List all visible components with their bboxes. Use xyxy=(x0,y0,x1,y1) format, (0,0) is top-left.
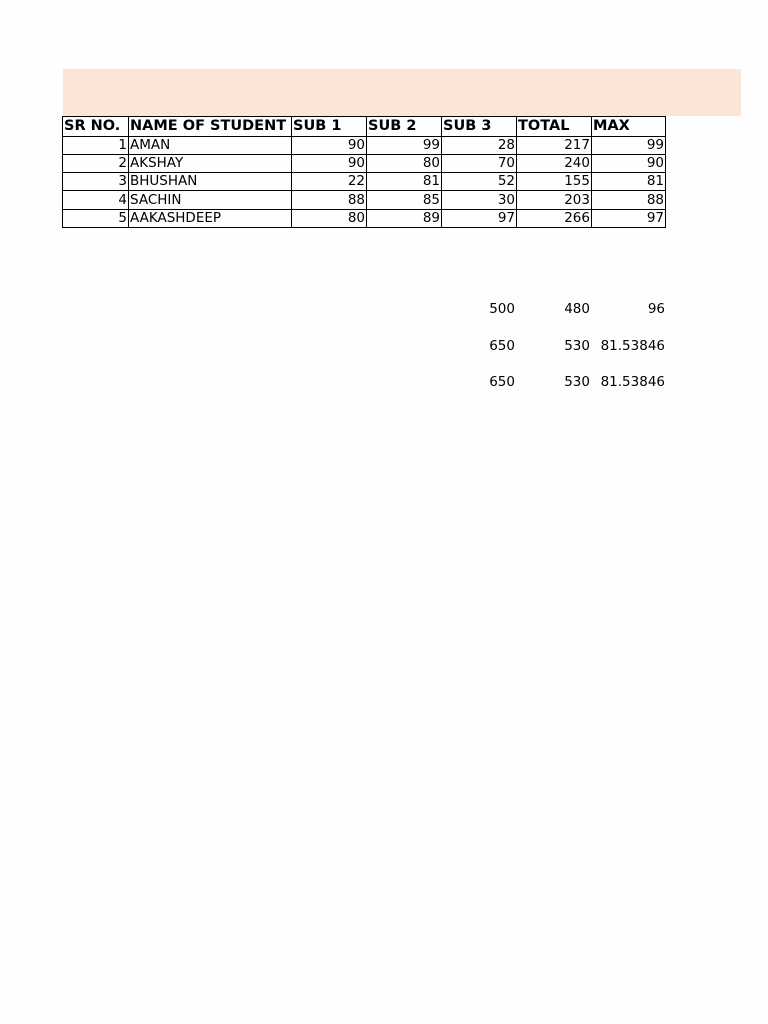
cell-sub-2[interactable]: 81 xyxy=(367,173,442,191)
cell-max[interactable]: 81 xyxy=(592,173,666,191)
header-sub-1[interactable]: SUB 1 xyxy=(292,117,367,137)
table-row xyxy=(63,209,666,227)
cell-sub-2[interactable]: 89 xyxy=(367,209,442,227)
cell-total[interactable]: 155 xyxy=(517,173,592,191)
cell-sr-no[interactable]: 5 xyxy=(63,209,129,227)
cell-sub-1[interactable]: 22 xyxy=(292,173,367,191)
cell-sub-3[interactable]: 97 xyxy=(442,209,517,227)
table-row xyxy=(63,136,666,154)
summary-cell-obtained[interactable]: 480 xyxy=(564,301,590,317)
header-banner xyxy=(63,69,741,116)
cell-sub-3[interactable]: 30 xyxy=(442,191,517,209)
cell-sub-1[interactable]: 90 xyxy=(292,154,367,172)
cell-sr-no[interactable]: 4 xyxy=(63,191,129,209)
cell-sub-2[interactable]: 85 xyxy=(367,191,442,209)
cell-sub-1[interactable]: 88 xyxy=(292,191,367,209)
table-row xyxy=(63,191,666,209)
cell-sub-2[interactable]: 99 xyxy=(367,136,442,154)
summary-cell-max-marks[interactable]: 650 xyxy=(489,374,515,390)
cell-sub-1[interactable]: 90 xyxy=(292,136,367,154)
cell-total[interactable]: 240 xyxy=(517,154,592,172)
header-max[interactable]: MAX xyxy=(592,117,666,137)
summary-row xyxy=(442,300,667,337)
summary-cell-obtained[interactable]: 530 xyxy=(564,337,590,354)
cell-sub-3[interactable]: 70 xyxy=(442,154,517,172)
cell-max[interactable]: 88 xyxy=(592,191,666,209)
summary-row xyxy=(442,337,667,374)
cell-sub-3[interactable]: 52 xyxy=(442,173,517,191)
cell-sub-2[interactable]: 80 xyxy=(367,154,442,172)
header-name-of-student[interactable]: NAME OF STUDENT xyxy=(129,117,292,137)
cell-max[interactable]: 97 xyxy=(592,209,666,227)
cell-sub-3[interactable]: 28 xyxy=(442,136,517,154)
student-marks-table xyxy=(62,116,666,228)
header-sub-3[interactable]: SUB 3 xyxy=(442,117,517,137)
summary-cell-percentage[interactable]: 81.53846 xyxy=(600,337,665,354)
summary-values xyxy=(442,300,667,410)
cell-total[interactable]: 266 xyxy=(517,209,592,227)
summary-row xyxy=(442,373,667,410)
summary-cell-max-marks[interactable]: 500 xyxy=(489,301,515,317)
cell-name[interactable]: AAKASHDEEP xyxy=(129,209,292,227)
cell-name[interactable]: BHUSHAN xyxy=(129,173,292,191)
cell-name[interactable]: AMAN xyxy=(129,136,292,154)
summary-cell-percentage[interactable]: 96 xyxy=(647,301,665,317)
cell-sub-1[interactable]: 80 xyxy=(292,209,367,227)
cell-total[interactable]: 203 xyxy=(517,191,592,209)
header-total[interactable]: TOTAL xyxy=(517,117,592,137)
cell-max[interactable]: 99 xyxy=(592,136,666,154)
table-row xyxy=(63,173,666,191)
header-sr-no[interactable]: SR NO. xyxy=(63,117,129,137)
cell-name[interactable]: SACHIN xyxy=(129,191,292,209)
cell-max[interactable]: 90 xyxy=(592,154,666,172)
cell-sr-no[interactable]: 3 xyxy=(63,173,129,191)
header-sub-2[interactable]: SUB 2 xyxy=(367,117,442,137)
summary-cell-percentage[interactable]: 81.53846 xyxy=(600,374,665,390)
summary-cell-obtained[interactable]: 530 xyxy=(564,374,590,390)
cell-name[interactable]: AKSHAY xyxy=(129,154,292,172)
cell-sr-no[interactable]: 2 xyxy=(63,154,129,172)
table-header-row xyxy=(63,117,666,137)
summary-cell-max-marks[interactable]: 650 xyxy=(489,337,515,354)
cell-sr-no[interactable]: 1 xyxy=(63,136,129,154)
table-row xyxy=(63,154,666,172)
cell-total[interactable]: 217 xyxy=(517,136,592,154)
